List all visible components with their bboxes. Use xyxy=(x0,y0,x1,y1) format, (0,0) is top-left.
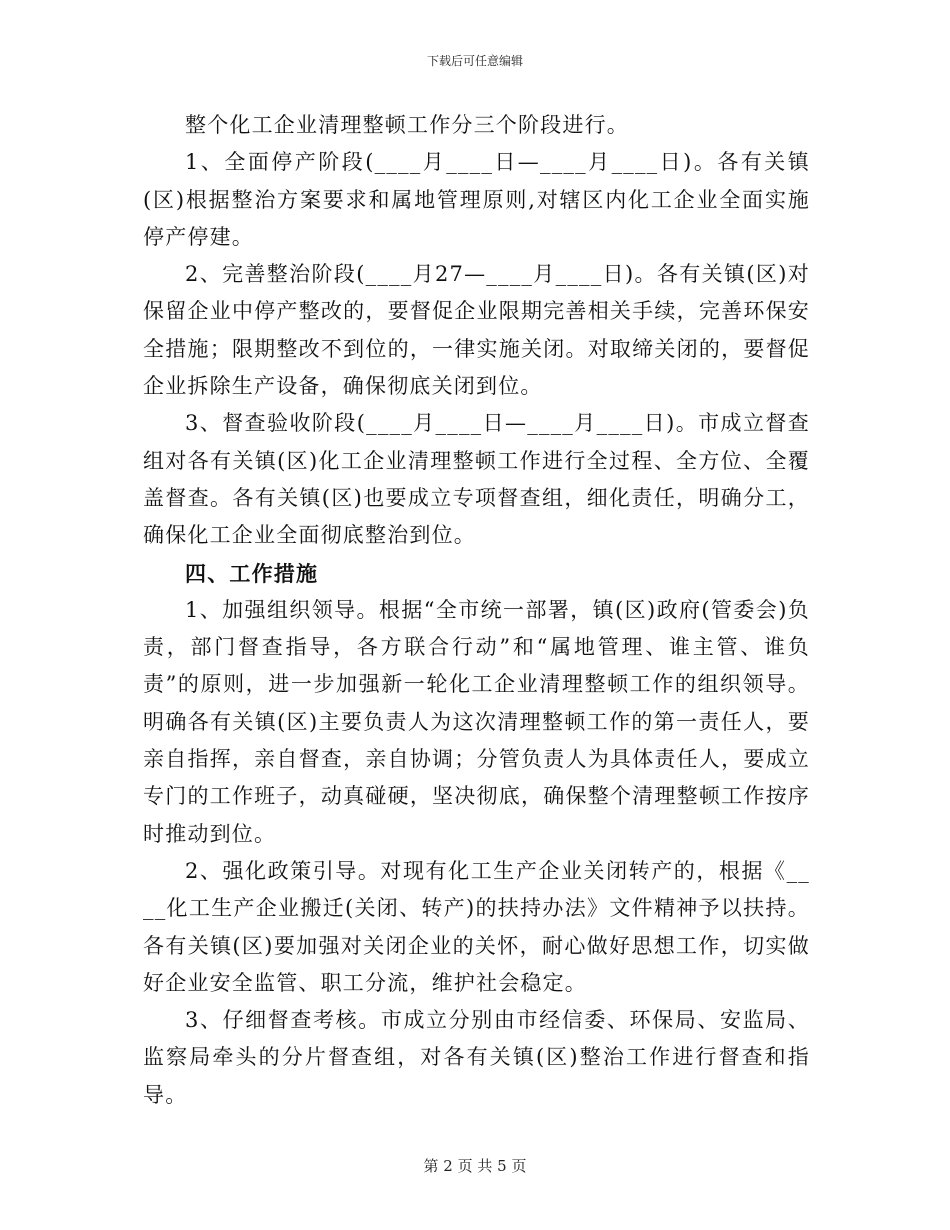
section-heading: 四、工作措施 xyxy=(185,560,319,586)
document-body xyxy=(143,107,810,1114)
stage-intro-paragraph: 整个化工企业清理整顿工作分三个阶段进行。 xyxy=(185,113,629,137)
measure-2-paragraph: 2、强化政策引导。对现有化工生产企业关闭转产的，根据《____化工生产企业搬迁(关闭、转产)的扶持办法》文件精神予以扶持。各有关镇(区)要加强对关闭企业的关怀，耐心做好思想工作，切实做好企业安全监管、职工分流，维护社会稳定。 xyxy=(143,858,810,995)
measure-3-paragraph: 3、仔细督查考核。市成立分别由市经信委、环保局、安监局、监察局牵头的分片督查组，对各有关镇(区)整治工作进行督查和指导。 xyxy=(143,1008,810,1107)
measure-1-paragraph: 1、加强组织领导。根据“全市统一部署，镇(区)政府(管委会)负责，部门督查指导，各方联合行动”和“属地管理、谁主管、谁负责”的原则，进一步加强新一轮化工企业清理整顿工作的组织领导。明确各有关镇(区)主要负责人为这次清理整顿工作的第一责任人，要亲自指挥，亲自督查，亲自协调；分管负责人为具体责任人，要成立专门的工作班子，动真碰硬，坚决彻底，确保整个清理整顿工作按序时推动到位。 xyxy=(143,597,810,846)
page-header: 下载后可任意编辑 xyxy=(426,54,523,68)
stage-2-paragraph: 2、完善整治阶段(____月27—____月____日)。各有关镇(区)对保留企业中停产整改的，要督促企业限期完善相关手续，完善环保安全措施；限期整改不到位的，一律实施关闭。对取缔关闭的，要督促企业拆除生产设备，确保彻底关闭到位。 xyxy=(143,262,810,399)
page-footer: 第 2 页 共 5 页 xyxy=(423,1157,527,1175)
stage-1-paragraph: 1、全面停产阶段(____月____日—____月____日)。各有关镇(区)根据整治方案要求和属地管理原则,对辖区内化工企业全面实施停产停建。 xyxy=(143,150,810,249)
stage-3-paragraph: 3、督查验收阶段(____月____日—____月____日)。市成立督查组对各有关镇(区)化工企业清理整顿工作进行全过程、全方位、全覆盖督查。各有关镇(区)也要成立专项督查组，细化责任，明确分工，确保化工企业全面彻底整治到位。 xyxy=(143,411,810,548)
